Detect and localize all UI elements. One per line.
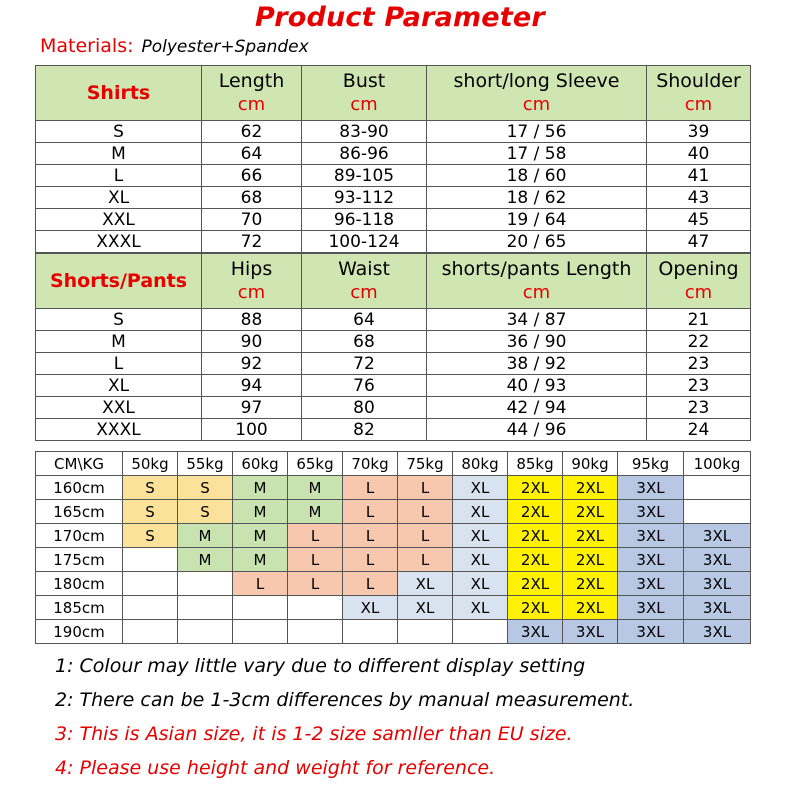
size-cell: L: [343, 548, 398, 572]
size-cell: M: [288, 476, 343, 500]
size-cell: 3XL: [618, 620, 684, 644]
size-cell: S: [123, 476, 178, 500]
grid-row: [36, 524, 751, 548]
size-cell: 2XL: [508, 476, 563, 500]
size-cell: 3XL: [684, 620, 751, 644]
note-1: 1: Colour may little vary due to different display setting: [55, 655, 586, 677]
size-cell: 2XL: [563, 548, 618, 572]
table-row: XXXL 100 82 44 / 96 24: [36, 419, 751, 441]
size-cell: 3XL: [684, 524, 751, 548]
size-cell: 3XL: [684, 548, 751, 572]
grid-row: [36, 548, 751, 572]
grid-row: [36, 620, 751, 644]
size-cell: XL: [453, 596, 508, 620]
size-cell: 3XL: [618, 548, 684, 572]
size-cell: 3XL: [618, 596, 684, 620]
table-row: M 90 68 36 / 90 22: [36, 331, 751, 353]
size-cell: XL: [453, 500, 508, 524]
size-cell: M: [178, 524, 233, 548]
grid-row: [36, 500, 751, 524]
weight-header: 85kg: [508, 452, 563, 476]
size-cell: L: [288, 572, 343, 596]
size-cell: 3XL: [684, 596, 751, 620]
size-cell: [288, 620, 343, 644]
weight-header: 95kg: [618, 452, 684, 476]
size-cell: 3XL: [684, 572, 751, 596]
size-cell: M: [233, 476, 288, 500]
materials-label: Materials:: [40, 35, 134, 57]
height-header: 185cm: [36, 596, 123, 620]
size-cell: 3XL: [618, 572, 684, 596]
size-cell: [123, 572, 178, 596]
size-cell: 2XL: [563, 572, 618, 596]
size-cell: S: [178, 500, 233, 524]
grid-row: [36, 476, 751, 500]
size-cell: L: [288, 524, 343, 548]
size-cell: L: [343, 572, 398, 596]
materials-line: [40, 35, 309, 57]
size-cell: M: [233, 524, 288, 548]
weight-header: 75kg: [398, 452, 453, 476]
table-row: XL 94 76 40 / 93 23: [36, 375, 751, 397]
size-cell: L: [343, 500, 398, 524]
table-row: S 62 83-90 17 / 56 39: [36, 121, 751, 143]
shirts-size-table: [35, 65, 751, 253]
size-cell: [398, 620, 453, 644]
size-cell: [178, 572, 233, 596]
size-cell: [178, 620, 233, 644]
size-cell: 2XL: [508, 524, 563, 548]
shirts-bust-header: Bust cm: [302, 66, 427, 121]
size-cell: 2XL: [508, 500, 563, 524]
shorts-opening-header: Opening cm: [647, 254, 751, 309]
size-cell: [123, 548, 178, 572]
size-cell: [343, 620, 398, 644]
size-cell: 2XL: [563, 524, 618, 548]
weight-header: 65kg: [288, 452, 343, 476]
size-cell: L: [398, 548, 453, 572]
weight-header: 55kg: [178, 452, 233, 476]
weight-header: 100kg: [684, 452, 751, 476]
size-cell: L: [398, 476, 453, 500]
note-2: 2: There can be 1-3cm differences by manual measurement.: [55, 689, 635, 711]
shorts-length-header: shorts/pants Length cm: [427, 254, 647, 309]
size-cell: L: [398, 500, 453, 524]
size-cell: S: [178, 476, 233, 500]
size-cell: [453, 620, 508, 644]
grid-row: [36, 572, 751, 596]
note-4: 4: Please use height and weight for reference.: [55, 757, 496, 779]
size-cell: XL: [398, 596, 453, 620]
size-cell: 3XL: [618, 476, 684, 500]
shirts-sleeve-header: short/long Sleeve cm: [427, 66, 647, 121]
height-weight-size-grid: [35, 451, 751, 644]
notes-section: [55, 652, 795, 788]
size-cell: L: [233, 572, 288, 596]
size-cell: M: [288, 500, 343, 524]
height-header: 180cm: [36, 572, 123, 596]
size-cell: XL: [453, 524, 508, 548]
size-cell: 2XL: [508, 596, 563, 620]
size-cell: XL: [343, 596, 398, 620]
weight-header: 50kg: [123, 452, 178, 476]
table-row: XXL 70 96-118 19 / 64 45: [36, 209, 751, 231]
size-cell: 3XL: [618, 524, 684, 548]
size-cell: 2XL: [563, 476, 618, 500]
size-cell: [178, 596, 233, 620]
size-cell: L: [343, 524, 398, 548]
table-row: L 66 89-105 18 / 60 41: [36, 165, 751, 187]
table-row: M 64 86-96 17 / 58 40: [36, 143, 751, 165]
size-cell: M: [178, 548, 233, 572]
size-cell: 2XL: [563, 596, 618, 620]
height-header: 170cm: [36, 524, 123, 548]
grid-header-row: [36, 452, 751, 476]
size-cell: XL: [453, 572, 508, 596]
size-cell: [123, 596, 178, 620]
size-cell: L: [288, 548, 343, 572]
height-header: 160cm: [36, 476, 123, 500]
grid-row: [36, 596, 751, 620]
size-cell: M: [233, 548, 288, 572]
size-cell: XL: [453, 548, 508, 572]
height-header: 190cm: [36, 620, 123, 644]
page-title: Product Parameter: [255, 2, 545, 33]
weight-header: 60kg: [233, 452, 288, 476]
shorts-category-header: Shorts/Pants: [36, 254, 202, 309]
height-header: 165cm: [36, 500, 123, 524]
weight-header: 80kg: [453, 452, 508, 476]
size-cell: [288, 596, 343, 620]
table-row: S 88 64 34 / 87 21: [36, 309, 751, 331]
size-cell: L: [343, 476, 398, 500]
size-cell: [684, 476, 751, 500]
weight-header: 70kg: [343, 452, 398, 476]
size-cell: 3XL: [508, 620, 563, 644]
size-cell: XL: [453, 476, 508, 500]
table-row: L 92 72 38 / 92 23: [36, 353, 751, 375]
size-cell: 3XL: [563, 620, 618, 644]
materials-value: Polyester+Spandex: [141, 37, 309, 57]
shorts-size-table: [35, 253, 751, 441]
size-cell: [233, 596, 288, 620]
size-cell: 2XL: [563, 500, 618, 524]
shirts-category-header: Shirts: [36, 66, 202, 121]
note-3: 3: This is Asian size, it is 1-2 size samller than EU size.: [55, 723, 573, 745]
table-row: XXXL 72 100-124 20 / 65 47: [36, 231, 751, 253]
size-cell: [123, 620, 178, 644]
weight-header: 90kg: [563, 452, 618, 476]
shorts-header-row: [36, 254, 751, 309]
size-cell: 3XL: [618, 500, 684, 524]
shirts-length-header: Length cm: [202, 66, 302, 121]
shirts-header-row: [36, 66, 751, 121]
size-cell: [233, 620, 288, 644]
size-cell: XL: [398, 572, 453, 596]
size-cell: 2XL: [508, 572, 563, 596]
size-cell: [684, 500, 751, 524]
shirts-shoulder-header: Shoulder cm: [647, 66, 751, 121]
size-cell: S: [123, 524, 178, 548]
size-cell: M: [233, 500, 288, 524]
size-cell: 2XL: [508, 548, 563, 572]
height-header: 175cm: [36, 548, 123, 572]
shorts-hips-header: Hips cm: [202, 254, 302, 309]
size-cell: L: [398, 524, 453, 548]
size-cell: S: [123, 500, 178, 524]
table-row: XL 68 93-112 18 / 62 43: [36, 187, 751, 209]
grid-corner-label: CM\KG: [36, 452, 123, 476]
table-row: XXL 97 80 42 / 94 23: [36, 397, 751, 419]
shorts-waist-header: Waist cm: [302, 254, 427, 309]
